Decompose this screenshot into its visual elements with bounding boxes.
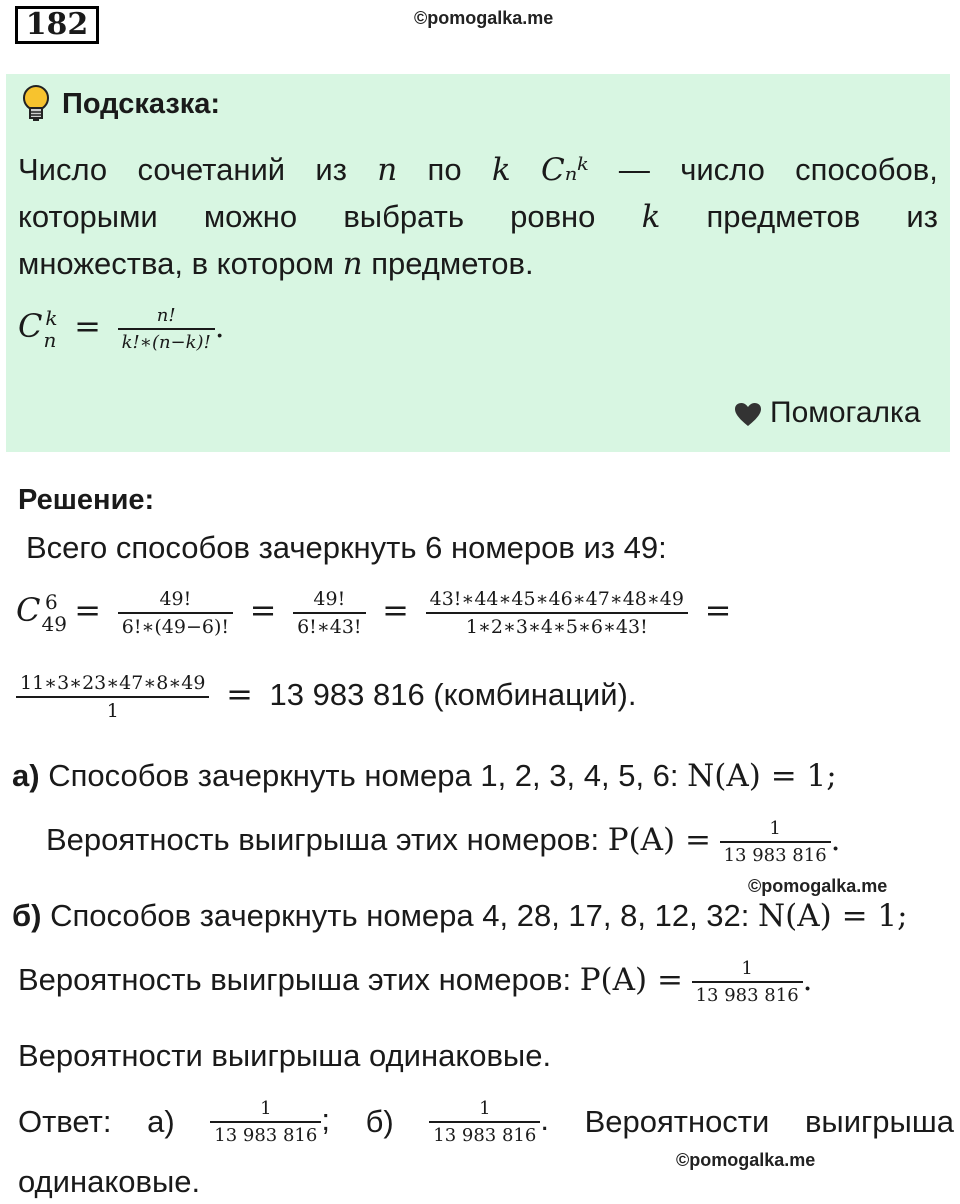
part-a-line bbox=[12, 758, 837, 794]
hint-text: предметов. bbox=[362, 246, 534, 281]
answer-last-word: одинаковые. bbox=[18, 1164, 201, 1199]
hint-var-n: n bbox=[377, 152, 398, 188]
heart-icon bbox=[734, 402, 762, 433]
probability-text: Вероятность выигрыша этих номеров: bbox=[18, 962, 572, 998]
solution-title: Решение: bbox=[18, 484, 155, 516]
part-b-probability: Вероятность выигрыша этих номеров: P(A) = $\frac{1}{13 983 816}$ . bbox=[18, 958, 813, 1006]
fraction-4 bbox=[16, 672, 209, 722]
fraction-1 bbox=[118, 588, 233, 638]
hint-word: выбрать bbox=[343, 199, 464, 234]
hint-line-1 bbox=[18, 152, 938, 188]
hint-word: из bbox=[906, 199, 938, 234]
probability-fraction bbox=[692, 958, 803, 1006]
hint-word: ровно bbox=[510, 199, 596, 234]
part-b-formula: N(A) = 1; bbox=[758, 898, 908, 934]
same-probability-text: Вероятности выигрыша одинаковые. bbox=[18, 1038, 552, 1073]
fraction-numerator: 49! bbox=[159, 588, 192, 610]
hint-word: предметов bbox=[706, 199, 861, 234]
fraction-2 bbox=[293, 588, 365, 638]
fraction-denominator: 13 983 816 bbox=[429, 1121, 540, 1146]
combination-equation-1 bbox=[16, 588, 739, 638]
formula-sup: k bbox=[45, 306, 58, 331]
combination-equation-2 bbox=[16, 672, 637, 722]
fraction-numerator: n! bbox=[156, 305, 176, 326]
equals-sign: = bbox=[74, 307, 101, 346]
probability-lhs: P(A) = bbox=[607, 822, 711, 859]
equals-sign: = bbox=[704, 591, 732, 630]
probability-lhs: P(A) = bbox=[579, 962, 683, 999]
part-b-line bbox=[12, 898, 908, 934]
fraction-numerator: 1 bbox=[479, 1098, 491, 1119]
answer-b-fraction bbox=[429, 1098, 540, 1146]
watermark-middle: ©pomogalka.me bbox=[748, 876, 888, 896]
formula-c: C bbox=[18, 307, 43, 346]
hint-dash: — bbox=[618, 152, 650, 187]
hint-var-k: k bbox=[491, 152, 511, 188]
equals-sign: = bbox=[382, 591, 409, 630]
hint-line-3 bbox=[18, 246, 534, 282]
equals-sign: = bbox=[74, 591, 102, 630]
answer-b-label: б) bbox=[365, 1104, 394, 1139]
answer-a-fraction bbox=[210, 1098, 321, 1146]
hint-var-n: n bbox=[342, 246, 363, 282]
hint-text: множества, в котором bbox=[18, 246, 343, 281]
hint-word: способов, bbox=[795, 152, 938, 187]
watermark-top: ©pomogalka.me bbox=[414, 8, 554, 28]
fraction-denominator: 13 983 816 bbox=[720, 841, 831, 866]
fraction-denominator: 6!∗(49−6)! bbox=[118, 612, 233, 638]
hint-var-k: k bbox=[641, 199, 661, 235]
hint-title: Подсказка: bbox=[62, 88, 221, 120]
hint-word: по bbox=[427, 152, 462, 187]
hint-line-2 bbox=[18, 199, 938, 235]
part-a-label: а) bbox=[12, 758, 40, 793]
hint-word: можно bbox=[203, 199, 298, 234]
fraction-denominator: 1∗2∗3∗4∗5∗6∗43! bbox=[426, 612, 688, 638]
answer-word: Вероятности bbox=[584, 1104, 770, 1139]
fraction-denominator: k!∗(n−k)! bbox=[118, 328, 215, 353]
part-a-formula: N(A) = 1; bbox=[687, 758, 837, 794]
answer-label: Ответ: bbox=[18, 1104, 112, 1139]
part-a-probability: Вероятность выигрыша этих номеров: P(A) = $\frac{1}{13 983 816}$ . bbox=[46, 818, 841, 866]
problem-number: 182 bbox=[15, 6, 99, 44]
equals-sign: = bbox=[226, 675, 253, 714]
hint-word: число bbox=[680, 152, 765, 187]
equals-sign: = bbox=[249, 591, 277, 630]
hint-word: которыми bbox=[18, 199, 158, 234]
hint-formula: $C_n^k$ = $\frac{n!}{k!∗(n-k)!}$ . bbox=[18, 305, 225, 353]
fraction-numerator: 1 bbox=[769, 818, 781, 839]
fraction-numerator: 1 bbox=[260, 1098, 272, 1119]
formula-sup: 6 bbox=[44, 590, 58, 615]
hint-word: сочетаний bbox=[137, 152, 286, 187]
fraction-numerator: 1 bbox=[741, 958, 753, 979]
watermark-bottom: ©pomogalka.me bbox=[676, 1150, 816, 1170]
combination-result: 13 983 816 (комбинаций). bbox=[269, 677, 637, 713]
answer-a-label: а) bbox=[147, 1104, 175, 1139]
brand-label: Помогалка bbox=[770, 396, 921, 429]
answer-line: Ответ: а) $\frac{1}{13 983 816}$ ; б) $\frac{1}{13 983 816}$ . Вероятности выигрыша bbox=[18, 1098, 954, 1146]
fraction-denominator: 13 983 816 bbox=[692, 981, 803, 1006]
solution-intro: Всего способов зачеркнуть 6 номеров из 49: bbox=[26, 530, 667, 565]
fraction-denominator: 13 983 816 bbox=[210, 1121, 321, 1146]
fraction-numerator: 49! bbox=[313, 588, 346, 610]
hint-combination-symbol: Cₙᵏ bbox=[540, 152, 589, 188]
fraction-3 bbox=[426, 588, 688, 638]
part-b-label: б) bbox=[12, 898, 42, 933]
answer-word: выигрыша bbox=[804, 1104, 954, 1139]
lightbulb-icon bbox=[20, 84, 52, 129]
formula-sub: 49 bbox=[41, 612, 67, 637]
probability-fraction bbox=[720, 818, 831, 866]
fraction-denominator: 6!∗43! bbox=[293, 612, 365, 638]
fraction-numerator: 11∗3∗23∗47∗8∗49 bbox=[20, 672, 206, 694]
part-a-text: Способов зачеркнуть номера 1, 2, 3, 4, 5, 6: bbox=[48, 758, 679, 793]
part-b-text: Способов зачеркнуть номера 4, 28, 17, 8, 12, 32: bbox=[50, 898, 750, 933]
hint-word: из bbox=[315, 152, 347, 187]
probability-text: Вероятность выигрыша этих номеров: bbox=[46, 822, 600, 858]
hint-fraction bbox=[118, 305, 215, 353]
formula-sub: n bbox=[43, 328, 57, 353]
fraction-denominator: 1 bbox=[16, 696, 209, 722]
fraction-numerator: 43!∗44∗45∗46∗47∗48∗49 bbox=[429, 588, 684, 610]
hint-word: Число bbox=[18, 152, 108, 187]
formula-c: C bbox=[16, 591, 41, 630]
